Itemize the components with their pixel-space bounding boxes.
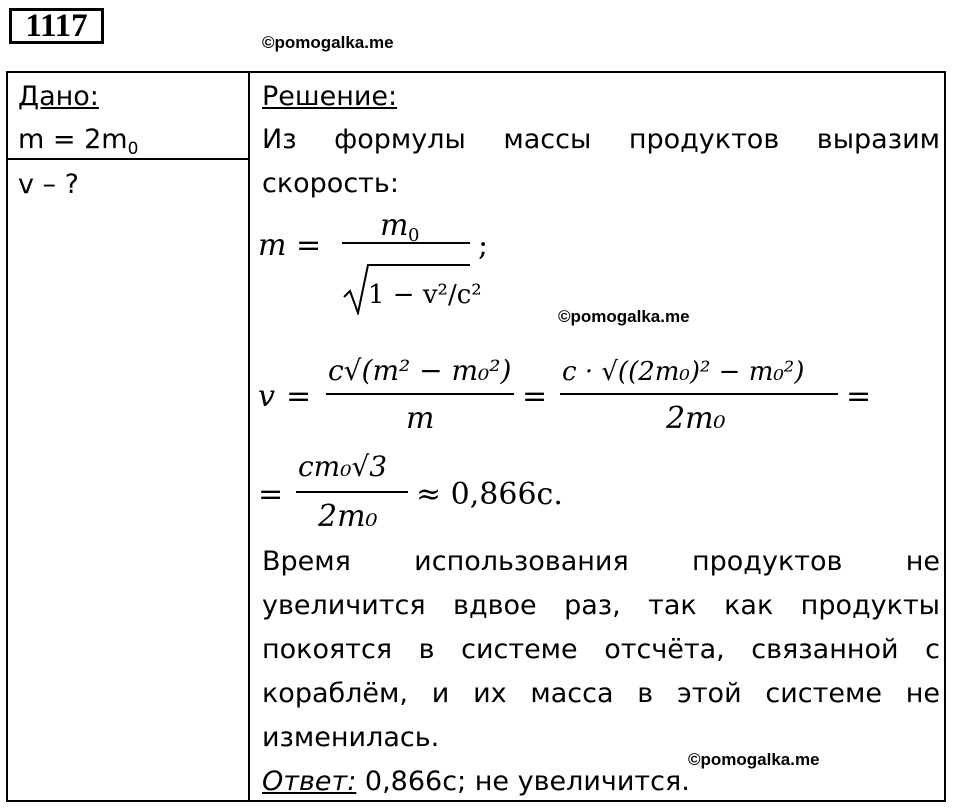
solution-intro: Из формулы массы продуктов выразим скорость: — [262, 124, 940, 199]
formula-velocity-den1: m — [406, 401, 435, 435]
watermark-bottom: ©pomogalka.me — [688, 750, 820, 769]
svg-text:;: ; — [478, 228, 489, 263]
watermark-middle: ©pomogalka.me — [558, 307, 690, 326]
answer-label: Ответ: — [262, 766, 357, 797]
formula-result — [256, 442, 596, 532]
answer-text: 0,866с; не увеличится. — [356, 766, 690, 797]
answer — [262, 760, 690, 804]
svg-text:=: = — [522, 379, 548, 414]
svg-text:=: = — [286, 379, 312, 414]
given-mass-relation: $m = 2m_0$ — [18, 124, 139, 159]
formula-velocity-lhs: v — [258, 379, 275, 414]
formula-velocity-num2: c · √((2m₀)² − m₀²) — [562, 357, 805, 387]
watermark-top: ©pomogalka.me — [262, 33, 394, 52]
svg-text:=: = — [296, 228, 322, 263]
formula-result-denominator: 2m₀ — [318, 499, 378, 532]
column-divider — [248, 71, 250, 802]
formula-result-numerator: cm₀√3 — [298, 450, 388, 483]
formula-mass-denominator: 1 − v²/c² — [368, 280, 482, 310]
svg-text:=: = — [258, 477, 284, 512]
svg-text:0: 0 — [408, 225, 420, 246]
formula-velocity-num1: c√(m² − m₀²) — [328, 354, 512, 387]
find-velocity: v – ? — [18, 169, 79, 200]
svg-text:=: = — [846, 379, 872, 414]
formula-mass-lhs: m — [258, 228, 287, 263]
formula-velocity — [256, 340, 896, 435]
solution-header: Решение: — [262, 81, 398, 112]
formula-mass — [256, 205, 516, 315]
formula-mass-numerator: m — [380, 208, 409, 243]
solution-explanation: Время использования продуктов не увеличится вдвое раз, так как продукты покоятся в системе отсчёта, связанной с кораблём, и их масса в этой системе не изменилась. — [262, 546, 940, 753]
given-header: Дано: — [18, 81, 99, 112]
problem-number: 1117 — [9, 8, 104, 44]
formula-result-value: ≈ 0,866c. — [416, 477, 563, 512]
formula-velocity-den2: 2m₀ — [666, 401, 726, 435]
